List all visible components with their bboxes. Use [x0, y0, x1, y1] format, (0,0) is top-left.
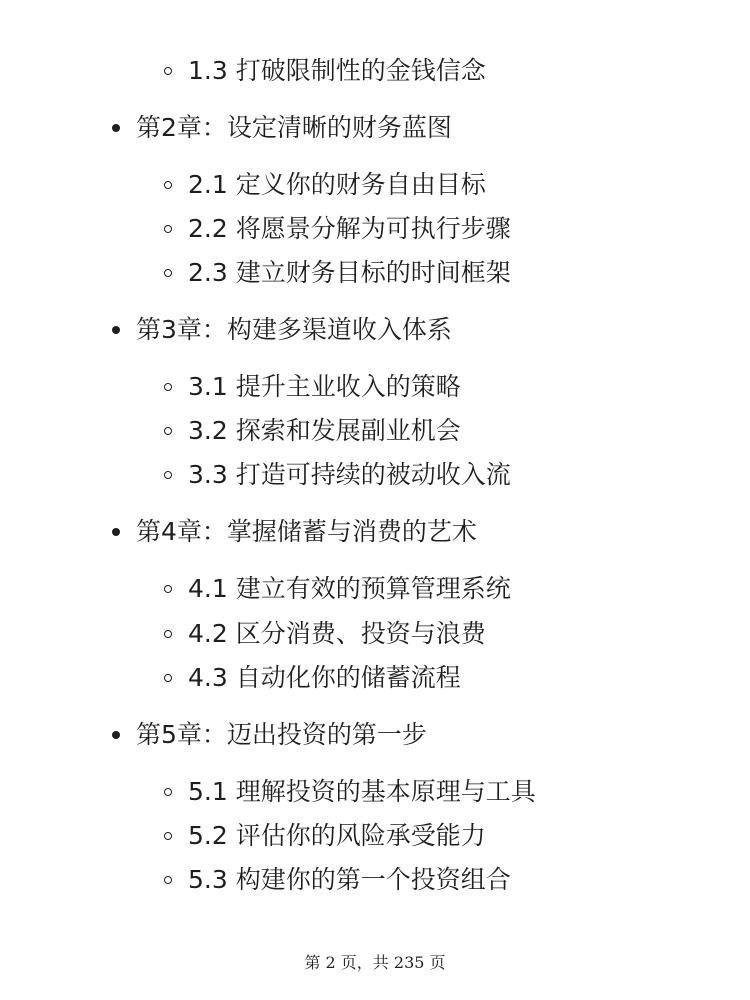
circle-bullet-icon: [164, 181, 172, 189]
outline-subitem-text: 2.3 建立财务目标的时间框架: [188, 258, 511, 287]
circle-bullet-icon: [164, 67, 172, 75]
outline-subitem-text: 5.3 构建你的第一个投资组合: [188, 865, 511, 894]
outline-subitem-text: 2.1 定义你的财务自由目标: [188, 170, 486, 199]
circle-bullet-icon: [164, 876, 172, 884]
outline-chapter-text: 第3章：构建多渠道收入体系: [136, 315, 452, 344]
outline-subitem: [164, 776, 536, 808]
outline-subitem-text: 4.2 区分消费、投资与浪费: [188, 619, 486, 648]
outline-subitem: [164, 618, 486, 650]
outline-subitem-text: 2.2 将愿景分解为可执行步骤: [188, 214, 511, 243]
outline-subitem: [164, 573, 511, 605]
outline-chapter-text: 第4章：掌握储蓄与消费的艺术: [136, 517, 477, 546]
outline-chapter-text: 第2章：设定清晰的财务蓝图: [136, 113, 452, 142]
circle-bullet-icon: [164, 383, 172, 391]
disc-bullet-icon: [112, 731, 120, 739]
disc-bullet-icon: [112, 124, 120, 132]
outline-subitem-text: 3.2 探索和发展副业机会: [188, 416, 461, 445]
outline-subitem: [164, 257, 511, 289]
outline-subitem-text: 5.2 评估你的风险承受能力: [188, 821, 486, 850]
outline-chapter: [112, 314, 452, 346]
circle-bullet-icon: [164, 225, 172, 233]
disc-bullet-icon: [112, 326, 120, 334]
outline-chapter: [112, 516, 477, 548]
outline-subitem-text: 3.1 提升主业收入的策略: [188, 372, 461, 401]
outline-subitem: [164, 864, 511, 896]
outline-chapter: [112, 112, 452, 144]
outline-chapter-text: 第5章：迈出投资的第一步: [136, 720, 427, 749]
outline-subitem-text: 1.3 打破限制性的金钱信念: [188, 56, 486, 85]
outline-subitem-text: 3.3 打造可持续的被动收入流: [188, 460, 511, 489]
page-number-footer: 第 2 页，共 235 页: [304, 953, 446, 972]
outline-subitem: [164, 820, 486, 852]
outline-subitem-text: 4.1 建立有效的预算管理系统: [188, 574, 511, 603]
outline-subitem-text: 5.1 理解投资的基本原理与工具: [188, 777, 536, 806]
circle-bullet-icon: [164, 471, 172, 479]
outline-subitem: [164, 213, 511, 245]
circle-bullet-icon: [164, 427, 172, 435]
circle-bullet-icon: [164, 832, 172, 840]
outline-subitem: [164, 662, 461, 694]
circle-bullet-icon: [164, 269, 172, 277]
outline-subitem: [164, 55, 486, 87]
outline-subitem: [164, 459, 511, 491]
outline-subitem: [164, 169, 486, 201]
outline-chapter: [112, 719, 427, 751]
circle-bullet-icon: [164, 788, 172, 796]
circle-bullet-icon: [164, 630, 172, 638]
outline-subitem: [164, 415, 461, 447]
outline-subitem-text: 4.3 自动化你的储蓄流程: [188, 663, 461, 692]
circle-bullet-icon: [164, 585, 172, 593]
disc-bullet-icon: [112, 528, 120, 536]
circle-bullet-icon: [164, 674, 172, 682]
outline-subitem: [164, 371, 461, 403]
